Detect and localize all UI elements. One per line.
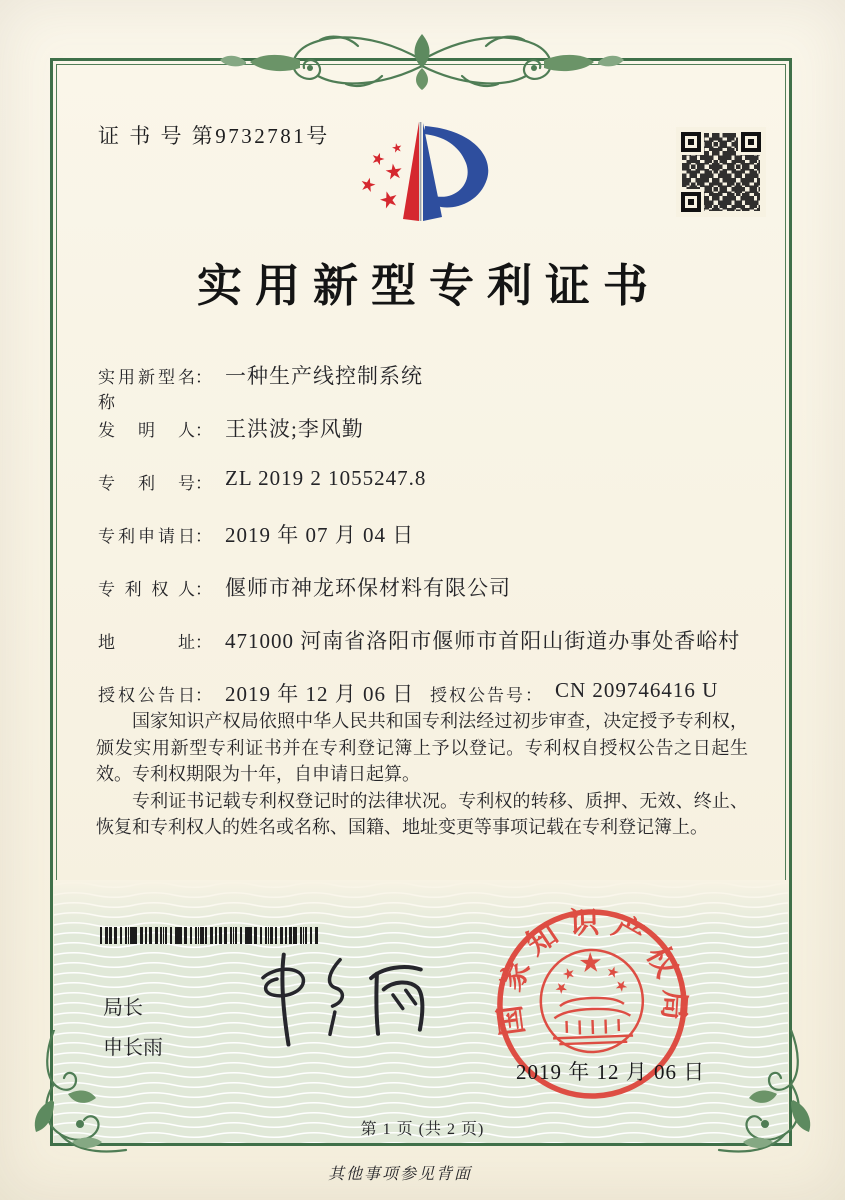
field-colon: ： [525, 686, 542, 705]
qr-finder-top-left [681, 132, 701, 152]
field-value: 一种生产线控制系统 [225, 364, 423, 388]
field-value: 偃师市神龙环保材料有限公司 [225, 576, 511, 600]
legal-text [96, 708, 748, 841]
field-label: 发明人 [98, 421, 195, 440]
field-row-name [98, 360, 748, 413]
signature-shen-changyu [230, 946, 445, 1051]
field-row-patentee [98, 572, 748, 625]
field-colon: ： [195, 633, 212, 652]
qr-finder-top-right [741, 132, 761, 152]
field-label: 授权公告日 [98, 686, 195, 705]
qr-finder-bottom-left [681, 192, 701, 212]
top-floral-ornament-icon [142, 24, 702, 96]
field-value: 2019 年 12 月 06 日 [225, 682, 415, 706]
field-value: ZL 2019 2 1055247.8 [225, 466, 427, 490]
cnipa-logo-icon [340, 104, 510, 246]
field-row-patent-number [98, 466, 748, 519]
field-colon: ： [195, 421, 212, 440]
officer-title: 局长 [103, 997, 143, 1019]
field-colon: ： [195, 580, 212, 599]
field-value: 2019 年 07 月 04 日 [225, 523, 415, 547]
bottom-left-flourish-icon [22, 1030, 132, 1162]
field-label: 授权公告号 [430, 686, 525, 705]
back-side-note: 其他事项参见背面 [328, 1166, 473, 1183]
field-row-filing-date [98, 519, 748, 572]
field-label: 专利号 [98, 474, 195, 493]
field-row-inventor [98, 413, 748, 466]
bottom-right-flourish-icon [713, 1030, 823, 1162]
certificate-fields [98, 360, 748, 731]
field-colon: ： [195, 686, 212, 705]
seal-text: 国家知识产权局 [492, 906, 692, 1038]
field-label: 专利申请日 [98, 527, 195, 546]
barcode [100, 927, 318, 944]
field-label: 实用新型名称 [98, 368, 195, 412]
legal-paragraph-1: 国家知识产权局依照中华人民共和国专利法经过初步审查，决定授予专利权，颁发实用新型专利证书并在专利登记簿上予以登记。专利权自授权公告之日起生效。专利权期限为十年，自申请日起算。 [96, 711, 748, 784]
field-colon: ： [195, 527, 212, 546]
officer-name: 申长雨 [103, 1037, 163, 1059]
qr-code [676, 127, 766, 217]
field-value: 471000 河南省洛阳市偃师市首阳山街道办事处香峪村 [225, 629, 741, 653]
field-label: 专利权人 [98, 580, 195, 599]
field-value: CN 209746416 U [555, 678, 719, 702]
page-number: 第 1 页 (共 2 页) [360, 1121, 485, 1138]
certificate-title: 实用新型专利证书 [196, 261, 661, 311]
field-colon: ： [195, 368, 212, 387]
field-row-address [98, 625, 748, 678]
seal-date: 2019 年 12 月 06 日 [516, 1060, 706, 1084]
field-label: 地址 [98, 633, 195, 652]
certificate-number: 证 书 号 第9732781号 [98, 124, 330, 148]
field-grant-number [430, 678, 718, 706]
legal-paragraph-2: 专利证书记载专利权登记时的法律状况。专利权的转移、质押、无效、终止、恢复和专利权人的姓名或名称、国籍、地址变更等事项记载在专利登记簿上。 [96, 790, 748, 837]
field-colon: ： [195, 474, 212, 493]
field-value: 王洪波;李风勤 [225, 417, 364, 441]
seal-text-path-holder [489, 903, 692, 1038]
